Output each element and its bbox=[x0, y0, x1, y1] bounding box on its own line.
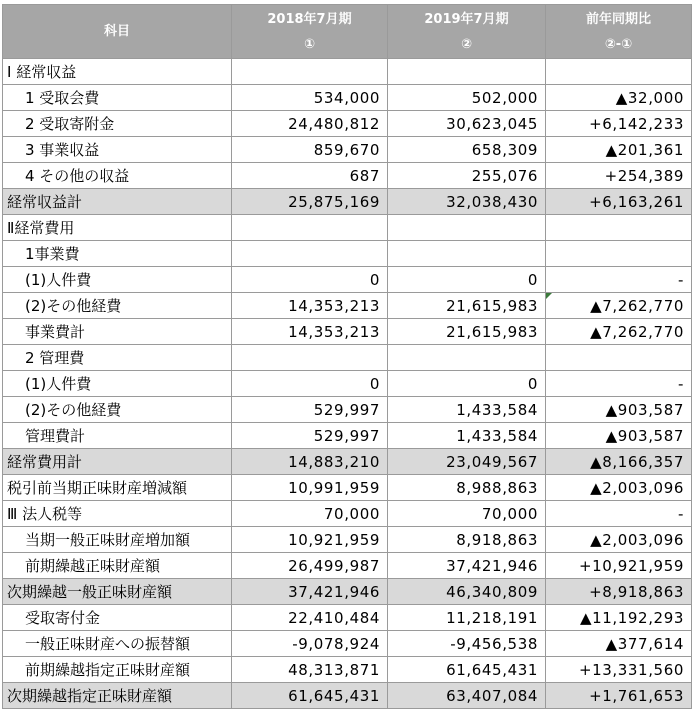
row-label: 前期繰越正味財産額 bbox=[3, 553, 232, 579]
financial-statement-table bbox=[2, 4, 692, 709]
row-value-2019: 21,615,983 bbox=[388, 293, 546, 319]
header-item: 科目 bbox=[3, 5, 232, 59]
row-value-diff: +10,921,959 bbox=[546, 553, 692, 579]
row-value-diff: +6,142,233 bbox=[546, 111, 692, 137]
row-value-diff: ▲8,166,357 bbox=[546, 449, 692, 475]
table-row bbox=[3, 631, 692, 657]
row-value-diff: - bbox=[546, 371, 692, 397]
row-value-2019: 70,000 bbox=[388, 501, 546, 527]
row-value-2018: 529,997 bbox=[232, 397, 388, 423]
row-value-2019: 0 bbox=[388, 371, 546, 397]
row-label: 当期一般正味財産増加額 bbox=[3, 527, 232, 553]
row-value-2019: 1,433,584 bbox=[388, 397, 546, 423]
row-value-2018: 24,480,812 bbox=[232, 111, 388, 137]
row-label: 税引前当期正味財産増減額 bbox=[3, 475, 232, 501]
row-label: 2 管理費 bbox=[3, 345, 232, 371]
row-value-diff: +1,761,653 bbox=[546, 683, 692, 709]
table-row bbox=[3, 501, 692, 527]
row-value-diff: +6,163,261 bbox=[546, 189, 692, 215]
table-row bbox=[3, 449, 692, 475]
row-value-diff: ▲11,192,293 bbox=[546, 605, 692, 631]
row-label: Ⅲ 法人税等 bbox=[3, 501, 232, 527]
row-label: 管理費計 bbox=[3, 423, 232, 449]
row-value-2019: 255,076 bbox=[388, 163, 546, 189]
row-value-diff bbox=[546, 215, 692, 241]
header-diff-sub: ②-① bbox=[604, 37, 633, 52]
table-row bbox=[3, 59, 692, 85]
row-value-2019: 61,645,431 bbox=[388, 657, 546, 683]
table-row bbox=[3, 657, 692, 683]
row-value-2019: 37,421,946 bbox=[388, 553, 546, 579]
row-value-2018: 859,670 bbox=[232, 137, 388, 163]
row-value-2019: 30,623,045 bbox=[388, 111, 546, 137]
row-value-2019: 502,000 bbox=[388, 85, 546, 111]
row-value-diff: +254,389 bbox=[546, 163, 692, 189]
row-value-diff bbox=[546, 345, 692, 371]
table-row bbox=[3, 605, 692, 631]
table-row bbox=[3, 579, 692, 605]
row-value-2018: 687 bbox=[232, 163, 388, 189]
row-value-2019: 21,615,983 bbox=[388, 319, 546, 345]
row-label: 一般正味財産への振替額 bbox=[3, 631, 232, 657]
table-row bbox=[3, 111, 692, 137]
row-value-diff: - bbox=[546, 501, 692, 527]
header-diff-label: 前年同期比 bbox=[585, 12, 651, 27]
table-row bbox=[3, 397, 692, 423]
row-value-diff: ▲201,361 bbox=[546, 137, 692, 163]
row-label: 1 受取会費 bbox=[3, 85, 232, 111]
row-value-diff: ▲2,003,096 bbox=[546, 475, 692, 501]
header-2019-sub: ② bbox=[460, 37, 472, 52]
row-value-2018: 0 bbox=[232, 267, 388, 293]
row-value-diff: ▲377,614 bbox=[546, 631, 692, 657]
row-value-2019: 8,988,863 bbox=[388, 475, 546, 501]
row-value-2019 bbox=[388, 215, 546, 241]
table-row bbox=[3, 137, 692, 163]
row-value-2019: 23,049,567 bbox=[388, 449, 546, 475]
header-2018-sub: ① bbox=[303, 37, 315, 52]
row-value-diff: ▲7,262,770 bbox=[546, 293, 692, 319]
row-value-2018 bbox=[232, 215, 388, 241]
row-value-2018: 61,645,431 bbox=[232, 683, 388, 709]
table-row bbox=[3, 241, 692, 267]
row-value-diff: ▲7,262,770 bbox=[546, 319, 692, 345]
table-row bbox=[3, 683, 692, 709]
row-value-2018: 25,875,169 bbox=[232, 189, 388, 215]
row-value-2019: 32,038,430 bbox=[388, 189, 546, 215]
table-row bbox=[3, 475, 692, 501]
table-row bbox=[3, 85, 692, 111]
header-diff bbox=[546, 5, 692, 59]
row-value-diff: ▲2,003,096 bbox=[546, 527, 692, 553]
row-label: 1事業費 bbox=[3, 241, 232, 267]
row-label: 2 受取寄附金 bbox=[3, 111, 232, 137]
row-value-2019 bbox=[388, 345, 546, 371]
row-value-2019: 1,433,584 bbox=[388, 423, 546, 449]
row-label: Ⅱ経常費用 bbox=[3, 215, 232, 241]
table-row bbox=[3, 189, 692, 215]
row-value-2019: 0 bbox=[388, 267, 546, 293]
header-2018 bbox=[232, 5, 388, 59]
header-row bbox=[3, 5, 692, 59]
row-value-diff: ▲32,000 bbox=[546, 85, 692, 111]
row-value-diff: +8,918,863 bbox=[546, 579, 692, 605]
row-label: (2)その他経費 bbox=[3, 293, 232, 319]
cell-comment-marker bbox=[546, 293, 552, 299]
row-value-2019: 11,218,191 bbox=[388, 605, 546, 631]
table-row bbox=[3, 293, 692, 319]
row-value-2019: -9,456,538 bbox=[388, 631, 546, 657]
row-label: Ⅰ 経常収益 bbox=[3, 59, 232, 85]
table-row bbox=[3, 319, 692, 345]
row-label: 受取寄付金 bbox=[3, 605, 232, 631]
row-value-2019: 63,407,084 bbox=[388, 683, 546, 709]
table-row bbox=[3, 267, 692, 293]
row-value-2018: 10,991,959 bbox=[232, 475, 388, 501]
row-label: (1)人件費 bbox=[3, 267, 232, 293]
table-row bbox=[3, 553, 692, 579]
row-value-diff: ▲903,587 bbox=[546, 397, 692, 423]
row-value-diff bbox=[546, 241, 692, 267]
table-row bbox=[3, 371, 692, 397]
row-value-2018: 529,997 bbox=[232, 423, 388, 449]
row-value-2018: -9,078,924 bbox=[232, 631, 388, 657]
row-value-2019: 8,918,863 bbox=[388, 527, 546, 553]
row-value-2018: 0 bbox=[232, 371, 388, 397]
row-value-2018: 22,410,484 bbox=[232, 605, 388, 631]
row-value-2018: 37,421,946 bbox=[232, 579, 388, 605]
table-row bbox=[3, 215, 692, 241]
row-value-2018: 534,000 bbox=[232, 85, 388, 111]
row-value-2018: 14,353,213 bbox=[232, 293, 388, 319]
row-value-2018: 10,921,959 bbox=[232, 527, 388, 553]
row-value-2018: 14,353,213 bbox=[232, 319, 388, 345]
row-value-2018 bbox=[232, 345, 388, 371]
row-label: 次期繰越指定正味財産額 bbox=[3, 683, 232, 709]
row-label: 4 その他の収益 bbox=[3, 163, 232, 189]
row-value-2019: 46,340,809 bbox=[388, 579, 546, 605]
row-label: (1)人件費 bbox=[3, 371, 232, 397]
row-value-2018 bbox=[232, 59, 388, 85]
row-value-2018: 14,883,210 bbox=[232, 449, 388, 475]
table-row bbox=[3, 423, 692, 449]
row-label: 前期繰越指定正味財産額 bbox=[3, 657, 232, 683]
table-row bbox=[3, 163, 692, 189]
row-value-2019 bbox=[388, 59, 546, 85]
row-value-diff: +13,331,560 bbox=[546, 657, 692, 683]
row-label: 次期繰越一般正味財産額 bbox=[3, 579, 232, 605]
row-value-2018 bbox=[232, 241, 388, 267]
row-label: (2)その他経費 bbox=[3, 397, 232, 423]
header-2019 bbox=[388, 5, 546, 59]
row-value-diff bbox=[546, 59, 692, 85]
row-value-2018: 70,000 bbox=[232, 501, 388, 527]
header-2019-label: 2019年7月期 bbox=[424, 12, 509, 27]
row-value-diff: - bbox=[546, 267, 692, 293]
row-value-2018: 26,499,987 bbox=[232, 553, 388, 579]
row-value-2019: 658,309 bbox=[388, 137, 546, 163]
row-label: 3 事業収益 bbox=[3, 137, 232, 163]
row-label: 事業費計 bbox=[3, 319, 232, 345]
row-label: 経常収益計 bbox=[3, 189, 232, 215]
row-value-2019 bbox=[388, 241, 546, 267]
table-row bbox=[3, 345, 692, 371]
header-2018-label: 2018年7月期 bbox=[267, 12, 352, 27]
row-label: 経常費用計 bbox=[3, 449, 232, 475]
row-value-diff: ▲903,587 bbox=[546, 423, 692, 449]
row-value-2018: 48,313,871 bbox=[232, 657, 388, 683]
table-row bbox=[3, 527, 692, 553]
